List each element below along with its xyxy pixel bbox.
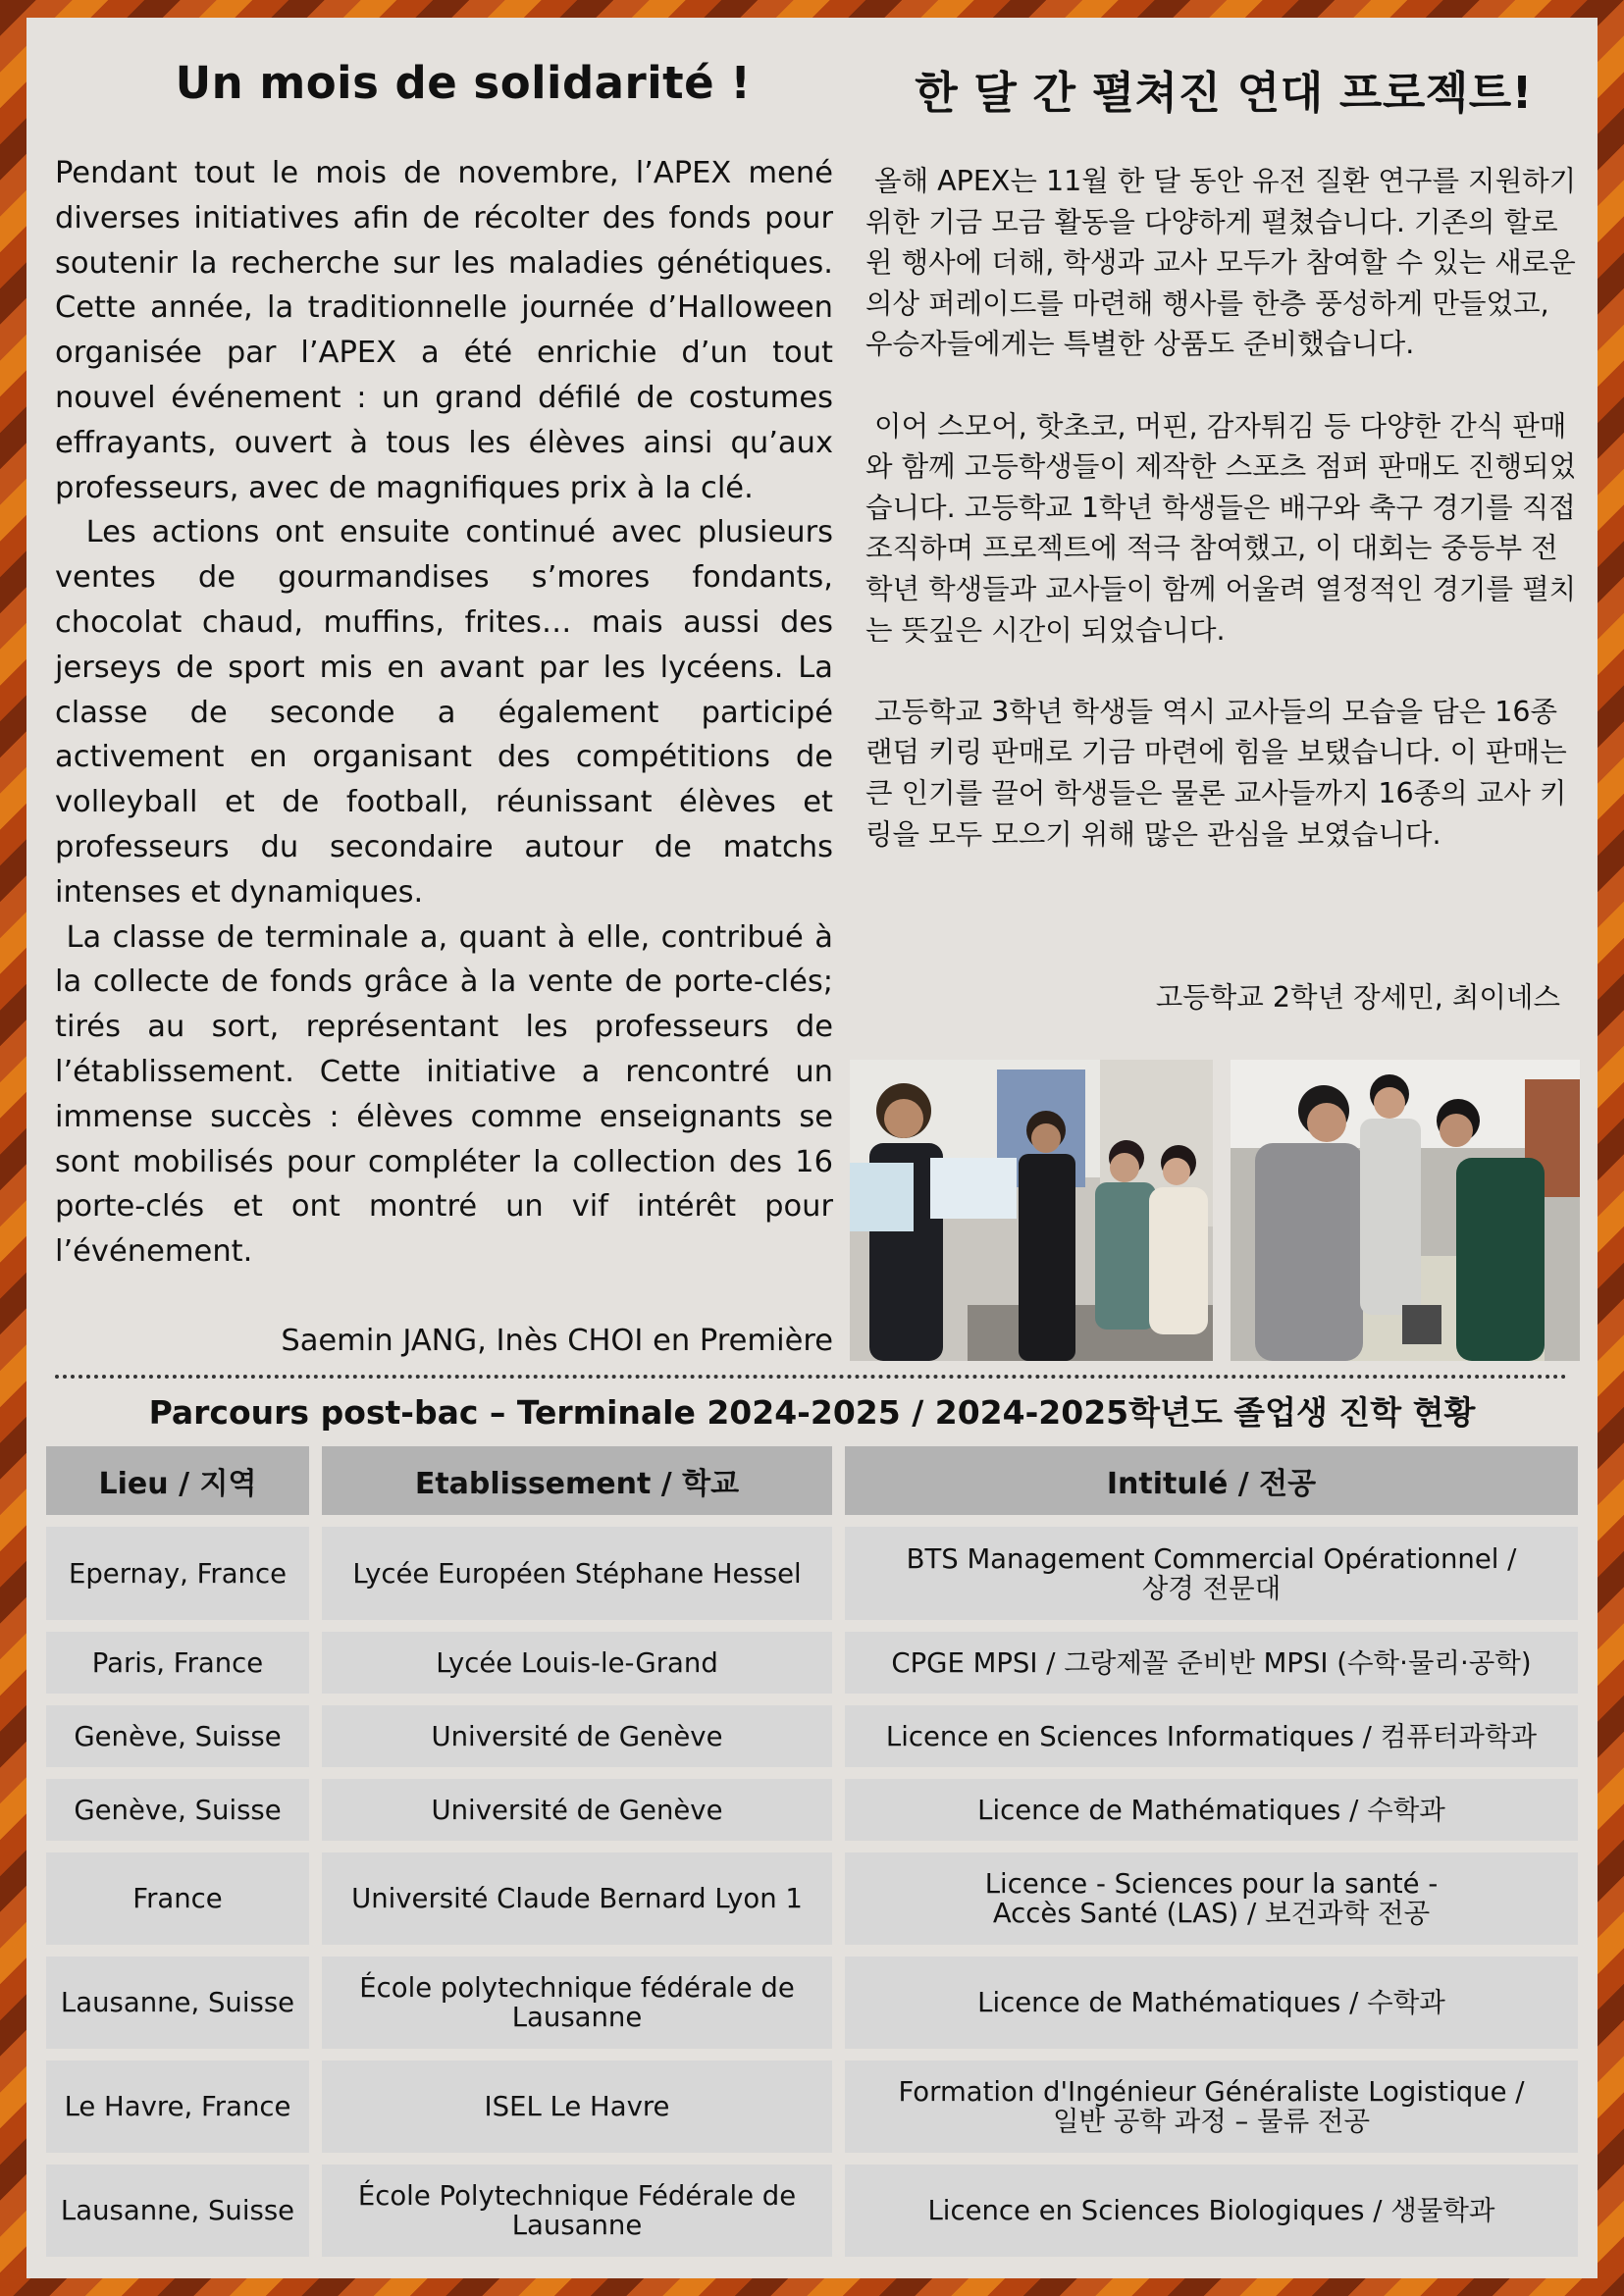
table-cell-lieu: Le Havre, France	[46, 2061, 309, 2153]
etablissement-line: Lausanne	[511, 2210, 643, 2241]
french-paragraph: La classe de terminale a, quant à elle, contribué à la collecte de fonds grâce à la vente de porte-clés; tirés au sort, représentant les professeurs de l’établissement. Cette initiative a rencontré un immense succès : élèves comme enseignants se sont mobilisés pour compléter la collection des 16 porte-clés et ont montré un vif intérêt pour l’événement.	[55, 919, 833, 1270]
post-bac-table	[46, 1446, 1578, 2269]
intitule-line: Formation d'Ingénieur Généraliste Logistique /	[898, 2076, 1525, 2108]
korean-paragraph: 이어 스모어, 핫초코, 머핀, 감자튀김 등 다양한 간식 판매와 함께 고등학생들이 제작한 스포츠 점퍼 판매도 진행되었습니다. 고등학교 1학년 학생들은 배구와 축구 경기를 직접 조직하며 프로젝트에 적극 참여했고, 이 대회는 중등부 전 학년 학생들과 교사들이 함께 어울려 열정적인 경기를 펼치는 뜻깊은 시간이 되었습니다.	[865, 409, 1577, 647]
section-divider	[55, 1375, 1567, 1379]
table-cell-intitule: Licence de Mathématiques / 수학과	[845, 1779, 1578, 1841]
etablissement-line: École polytechnique fédérale de	[359, 1972, 795, 2004]
etablissement-line: École Polytechnique Fédérale de	[357, 2180, 797, 2212]
french-title: Un mois de solidarité !	[175, 57, 752, 109]
table-cell-etablissement: Université de Genève	[322, 1705, 832, 1767]
column-header-intitule: Intitulé / 전공	[845, 1446, 1578, 1515]
intitule-line: BTS Management Commercial Opérationnel /	[906, 1542, 1517, 1575]
table-cell-etablissement	[322, 2165, 832, 2257]
french-article	[55, 151, 833, 1275]
newsletter-page	[26, 18, 1598, 2278]
table-cell-intitule: CPGE MPSI / 그랑제꼴 준비반 MPSI (수학·물리·공학)	[845, 1632, 1578, 1694]
table-cell-intitule	[845, 2061, 1578, 2153]
intitule-line: Accès Santé (LAS) / 보건과학 전공	[992, 1898, 1431, 1929]
table-cell-lieu: Lausanne, Suisse	[46, 2165, 309, 2257]
table-cell-intitule	[845, 1852, 1578, 1945]
table-cell-intitule: Licence en Sciences Informatiques / 컴퓨터과학과	[845, 1705, 1578, 1767]
table-cell-lieu: France	[46, 1852, 309, 1945]
french-paragraph: Les actions ont ensuite continué avec plusieurs ventes de gourmandises s’mores fondants, chocolat chaud, muffins, frites… mais aussi des jerseys de sport mis en avant par les lycéens. La classe de seconde a également participé activement en organisant des compétitions de volleyball et de football, réunissant élèves et professeurs du secondaire autour de matchs intenses et dynamiques.	[55, 515, 833, 910]
table-cell-lieu: Lausanne, Suisse	[46, 1957, 309, 2049]
etablissement-line: Lausanne	[511, 2002, 643, 2033]
korean-paragraph: 올해 APEX는 11월 한 달 동안 유전 질환 연구를 지원하기 위한 기금 모금 활동을 다양하게 펼쳤습니다. 기존의 할로윈 행사에 더해, 학생과 교사 모두가 참여할 수 있는 새로운 의상 퍼레이드를 마련해 행사를 한층 풍성하게 만들었고, 우승자들에게는 특별한 상품도 준비했습니다.	[865, 165, 1577, 361]
table-title: Parcours post-bac – Terminale 2024-2025 / 2024-2025학년도 졸업생 진학 현황	[148, 1393, 1476, 1432]
intitule-line: Licence - Sciences pour la santé -	[984, 1868, 1439, 1900]
table-cell-etablissement: Lycée Louis-le-Grand	[322, 1632, 832, 1694]
column-header-lieu: Lieu / 지역	[46, 1446, 309, 1515]
korean-article	[865, 161, 1582, 896]
photo-keychain-sale-illustration	[1231, 1060, 1580, 1361]
event-photo-students-posters	[850, 1060, 1213, 1361]
french-author: Saemin JANG, Inès CHOI en Première	[281, 1324, 833, 1358]
table-cell-etablissement: ISEL Le Havre	[322, 2061, 832, 2153]
event-photo-keychain-sale	[1231, 1060, 1580, 1361]
table-cell-etablissement: Université Claude Bernard Lyon 1	[322, 1852, 832, 1945]
korean-paragraph: 고등학교 3학년 학생들 역시 교사들의 모습을 담은 16종 랜덤 키링 판매로 기금 마련에 힘을 보탰습니다. 이 판매는 큰 인기를 끌어 학생들은 물론 교사들까지 16종의 교사 키링을 모두 모으기 위해 많은 관심을 보였습니다.	[865, 695, 1567, 851]
table-cell-etablissement: Lycée Européen Stéphane Hessel	[322, 1527, 832, 1620]
french-paragraph: Pendant tout le mois de novembre, l’APEX mené diverses initiatives afin de récolter des fonds pour soutenir la recherche sur les maladies génétiques. Cette année, la traditionnelle journée d’Halloween organisée par l’APEX a été enrichie d’un tout nouvel événement : un grand défilé de costumes effrayants, ouvert à tous les élèves ainsi qu’aux professeurs, avec de magnifiques prix à la clé.	[55, 156, 833, 505]
table-cell-etablissement	[322, 1957, 832, 2049]
korean-author: 고등학교 2학년 장세민, 최이네스	[1155, 981, 1560, 1014]
korean-title: 한 달 간 펼쳐진 연대 프로젝트!	[915, 67, 1533, 119]
table-cell-etablissement: Université de Genève	[322, 1779, 832, 1841]
table-cell-lieu: Epernay, France	[46, 1527, 309, 1620]
table-cell-lieu: Genève, Suisse	[46, 1705, 309, 1767]
column-header-etablissement: Etablissement / 학교	[322, 1446, 832, 1515]
table-cell-lieu: Paris, France	[46, 1632, 309, 1694]
table-cell-intitule	[845, 1527, 1578, 1620]
photo-students-posters-illustration	[850, 1060, 1213, 1361]
table-cell-intitule: Licence de Mathématiques / 수학과	[845, 1957, 1578, 2049]
intitule-line: 일반 공학 과정 – 물류 전공	[1052, 2106, 1371, 2137]
intitule-line: 상경 전문대	[1141, 1572, 1282, 1604]
table-cell-lieu: Genève, Suisse	[46, 1779, 309, 1841]
table-cell-intitule: Licence en Sciences Biologiques / 생물학과	[845, 2165, 1578, 2257]
